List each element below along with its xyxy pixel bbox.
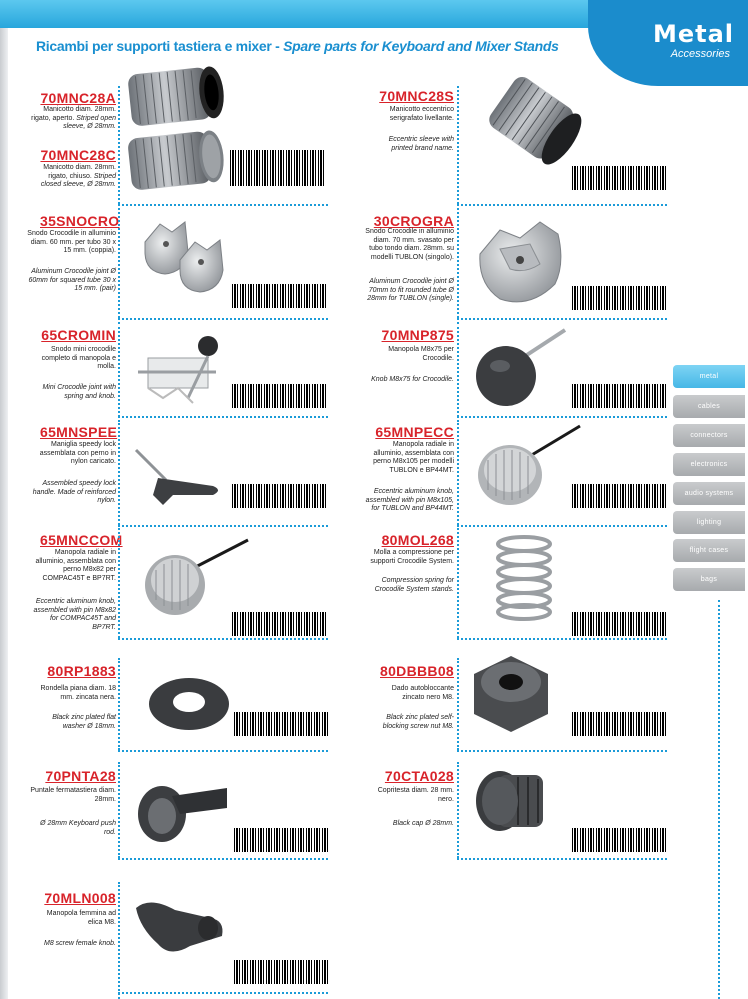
crocodile-joint-pair-photo [140, 212, 235, 297]
product-code[interactable]: 70MNP875 [381, 327, 454, 343]
divider [118, 858, 328, 860]
divider [457, 204, 667, 206]
knob-m8x75-photo [470, 326, 570, 416]
desc-text: Manicotto diam. 28mm. rigato, aperto. [31, 106, 116, 122]
divider [118, 416, 328, 418]
product-desc-it: Snodo mini crocodile completo di manopola e molla. [41, 346, 116, 370]
product-desc-en: Compression spring for Crocodile System stands. [374, 577, 454, 593]
divider [457, 638, 667, 640]
product-desc-en: Aluminum Crocodile joint Ø 70mm to fit rounded tube Ø 28mm for TUBLON (single). [367, 278, 454, 302]
divider [118, 528, 120, 638]
divider [118, 420, 120, 525]
product-desc-it: Dado autobloccante zincato nero M8. [391, 685, 454, 701]
product-desc-it: Snodo Crocodile in alluminio diam. 70 mm. svasato per tubo tondo diam. 28mm. su modelli TUBLON (singolo). [365, 228, 454, 261]
compression-spring-photo [490, 534, 560, 624]
flat-washer-photo [145, 674, 235, 734]
desc-text-en: Striped open sleeve, Ø 28mm. [63, 114, 116, 130]
divider [118, 86, 120, 204]
brand-logo: Metal [652, 20, 734, 48]
product-code[interactable]: 80RP1883 [47, 663, 116, 679]
divider [118, 322, 120, 417]
menu-item-bags[interactable]: bags [673, 568, 745, 591]
product-desc-en: Knob M8x75 for Crocodile. [371, 376, 454, 383]
menu-item-cables[interactable]: cables [673, 395, 745, 418]
barcode [234, 712, 329, 736]
barcode [230, 166, 325, 186]
product-desc-it: Manopola femmina ad elica M8. [46, 910, 116, 926]
divider [457, 318, 667, 320]
product-code[interactable]: 70CTA028 [384, 768, 454, 784]
product-desc-it: Maniglia speedy lock assemblata con perno in nylon caricato. [39, 441, 116, 465]
divider [457, 750, 667, 752]
barcode [572, 286, 667, 310]
barcode [572, 484, 667, 508]
product-code[interactable]: 65CROMIN [41, 327, 116, 343]
divider [457, 208, 459, 318]
sleeve-photo [122, 64, 232, 199]
barcode [234, 960, 329, 984]
menu-item-flight-cases[interactable]: flight cases [673, 539, 745, 562]
page-title [36, 38, 559, 54]
product-desc-it: Molla a compressione per supporti Crocodile System. [370, 549, 454, 565]
page-spine [0, 0, 8, 999]
page-title-separator: - [271, 38, 284, 54]
product-code[interactable]: 65MNPECC [375, 424, 454, 440]
product-desc-it: Manopola M8x75 per Crocodile. [388, 346, 454, 362]
product-desc-en: Black zinc plated self-blocking screw nut M8. [382, 714, 454, 730]
product-code[interactable]: 80MOL268 [381, 532, 454, 548]
barcode [232, 484, 327, 508]
divider [457, 762, 459, 858]
product-desc-it [30, 106, 116, 132]
divider [118, 882, 120, 999]
page-title-en: Spare parts for Keyboard and Mixer Stands [283, 38, 559, 54]
menu-item-connectors[interactable]: connectors [673, 424, 745, 447]
divider [118, 525, 328, 527]
product-desc-it: Rondella piana diam. 18 mm. zincata nera. [40, 685, 116, 701]
menu-item-electronics[interactable]: electronics [673, 453, 745, 476]
product-desc-en: Eccentric aluminum knob, assembled with pin M8x105, for TUBLON and BP44MT. [365, 488, 454, 512]
product-code[interactable]: 70MNC28A [40, 90, 116, 106]
product-desc-en: Assembled speedy lock handle. Made of reinforced nylon. [32, 480, 116, 504]
page-title-it: Ricambi per supporti tastiera e mixer [36, 38, 272, 54]
product-desc-en: M8 screw female knob. [44, 940, 116, 947]
product-code[interactable]: 65MNSPEE [40, 424, 118, 440]
product-code[interactable]: 30CROGRA [373, 213, 454, 229]
divider [118, 208, 120, 318]
product-desc-en: Ø 28mm Keyboard push rod. [40, 820, 116, 836]
product-desc-it: Manopola radiale in alluminio, assemblata con perno M8x105 per modelli TUBLON e BP44MT. [373, 441, 454, 474]
product-desc-it: Snodo Crocodile in alluminio diam. 60 mm. per tubo 30 x 15 mm. (coppia). [27, 230, 116, 254]
barcode [572, 384, 667, 408]
eccentric-sleeve-photo [475, 68, 590, 178]
product-code[interactable]: 70PNTA28 [45, 768, 116, 784]
barcode [232, 284, 327, 308]
product-desc-en: Eccentric aluminum knob, assembled with pin M8x82 for COMPAC45T and BP7RT. [33, 598, 116, 631]
speedy-lock-handle-photo [128, 440, 228, 510]
barcode [572, 828, 667, 852]
brand-subtitle: Accessories [670, 48, 730, 60]
female-knob-photo [130, 888, 240, 968]
product-desc-it [30, 164, 116, 190]
product-desc-it: Copritesta diam. 28 mm. nero. [377, 787, 454, 803]
divider [118, 992, 328, 994]
product-code[interactable]: 65MNCCOM [40, 532, 123, 548]
product-desc-it: Puntale fermatastiera diam. 28mm. [30, 787, 116, 803]
barcode [572, 166, 667, 190]
menu-item-metal[interactable]: metal [673, 365, 745, 388]
blocking-nut-photo [466, 652, 556, 737]
desc-text-en: Striped closed sleeve, Ø 28mm. [40, 172, 116, 188]
product-desc-it: Manopola radiale in alluminio, assemblata con perno M8x82 per COMPAC45T e BP7RT. [35, 549, 116, 582]
product-code[interactable]: 70MNC28S [379, 88, 454, 104]
barcode [232, 612, 327, 636]
eccentric-knob-tublon-photo [470, 420, 585, 510]
product-desc-en: Black cap Ø 28mm. [392, 820, 454, 827]
divider [457, 858, 667, 860]
menu-item-lighting[interactable]: lighting [673, 511, 745, 534]
product-code[interactable]: 70MNC28C [40, 147, 116, 163]
menu-item-audio-systems[interactable]: audio systems [673, 482, 745, 505]
keyboard-push-rod-photo [132, 778, 232, 848]
product-desc-it: Manicotto eccentrico serigrafato livellante. [389, 106, 454, 122]
divider [118, 204, 328, 206]
barcode [572, 612, 667, 636]
mini-crocodile-photo [128, 328, 228, 413]
divider [118, 638, 328, 640]
desc-text: Manicotto diam. 28mm. rigato, chiuso. [43, 164, 116, 180]
crocodile-joint-large-photo [470, 214, 570, 309]
right-dotted-line [718, 600, 720, 999]
divider [457, 86, 459, 204]
barcode [232, 384, 327, 408]
barcode [234, 828, 329, 852]
product-desc-en: Mini Crocodile joint with spring and knob. [42, 384, 116, 400]
divider [457, 528, 459, 638]
eccentric-knob-compac-photo [140, 530, 250, 620]
divider [118, 318, 328, 320]
divider [118, 762, 120, 858]
product-desc-en: Eccentric sleeve with printed brand name. [388, 136, 454, 152]
product-code[interactable]: 35SNOCRO [40, 213, 120, 229]
product-desc-en: Aluminum Crocodile joint Ø 60mm for squared tube 30 x 15 mm. (pair) [28, 268, 116, 292]
product-desc-en: Black zinc plated flat washer Ø 18mm. [52, 714, 116, 730]
divider [457, 420, 459, 525]
divider [457, 416, 667, 418]
product-code[interactable]: 80DBBB08 [380, 663, 454, 679]
divider [118, 658, 120, 750]
barcode [572, 712, 667, 736]
divider [457, 525, 667, 527]
product-code[interactable]: 70MLN008 [44, 890, 116, 906]
divider [457, 658, 459, 750]
divider [457, 322, 459, 417]
divider [118, 750, 328, 752]
black-cap-photo [470, 765, 565, 840]
